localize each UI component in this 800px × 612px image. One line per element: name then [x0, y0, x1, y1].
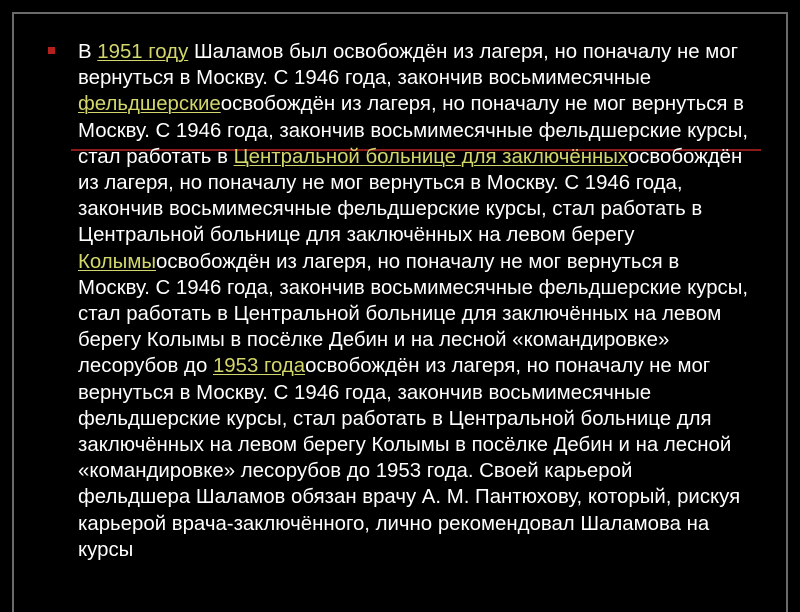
- link-feldsher[interactable]: фельдшерские: [78, 93, 221, 116]
- body-paragraph: [78, 39, 750, 563]
- text-run: Шаламов был освобождён из лагеря, но поначалу не мог вернуться в Москву. С 1946 года, закончив восьмимесячные: [78, 41, 739, 90]
- text-run: освобождён из лагеря, но поначалу не мог вернуться в Москву. С 1946 года, закончив восьмимесячные фельдшерские курсы, стал работать в Центральной больнице для заключённых на левом берегу Колымы в посёлке Дебин и на лесной «командировке» лесорубов до 1953 года. Своей карьерой фельдшера Шаламов обязан врачу А. М. Пантюхову, который, рискуя карьерой врача-заключённого, лично рекомендовал Шаламова на курсы: [78, 355, 741, 561]
- link-kolyma[interactable]: Колымы: [78, 250, 156, 273]
- link-1953-year[interactable]: 1953 года: [212, 355, 306, 378]
- text-run: В: [78, 41, 98, 63]
- link-central-hospital[interactable]: Центральной больнице для заключённых: [233, 145, 628, 168]
- link-1951-year[interactable]: 1951 году: [97, 41, 189, 63]
- text-run: освобождён из лагеря, но поначалу не мог вернуться в Москву. С 1946 года, закончив восьмимесячные фельдшерские курсы, стал работать в Центральной больнице для заключённых на левом берегу Колымы в посёлке Дебин и на лесной «командировке» лесорубов до: [78, 250, 749, 378]
- text-run: освобождён из лагеря, но поначалу не мог вернуться в Москву. С 1946 года, закончив восьмимесячные фельдшерские курсы, стал работать в Центральной больнице для заключённых на левом берегу: [78, 145, 743, 247]
- square-bullet-icon: [48, 47, 55, 54]
- text-run: освобождён из лагеря, но поначалу не мог вернуться в Москву. С 1946 года, закончив восьмимесячные фельдшерские курсы, стал работать в: [78, 93, 749, 168]
